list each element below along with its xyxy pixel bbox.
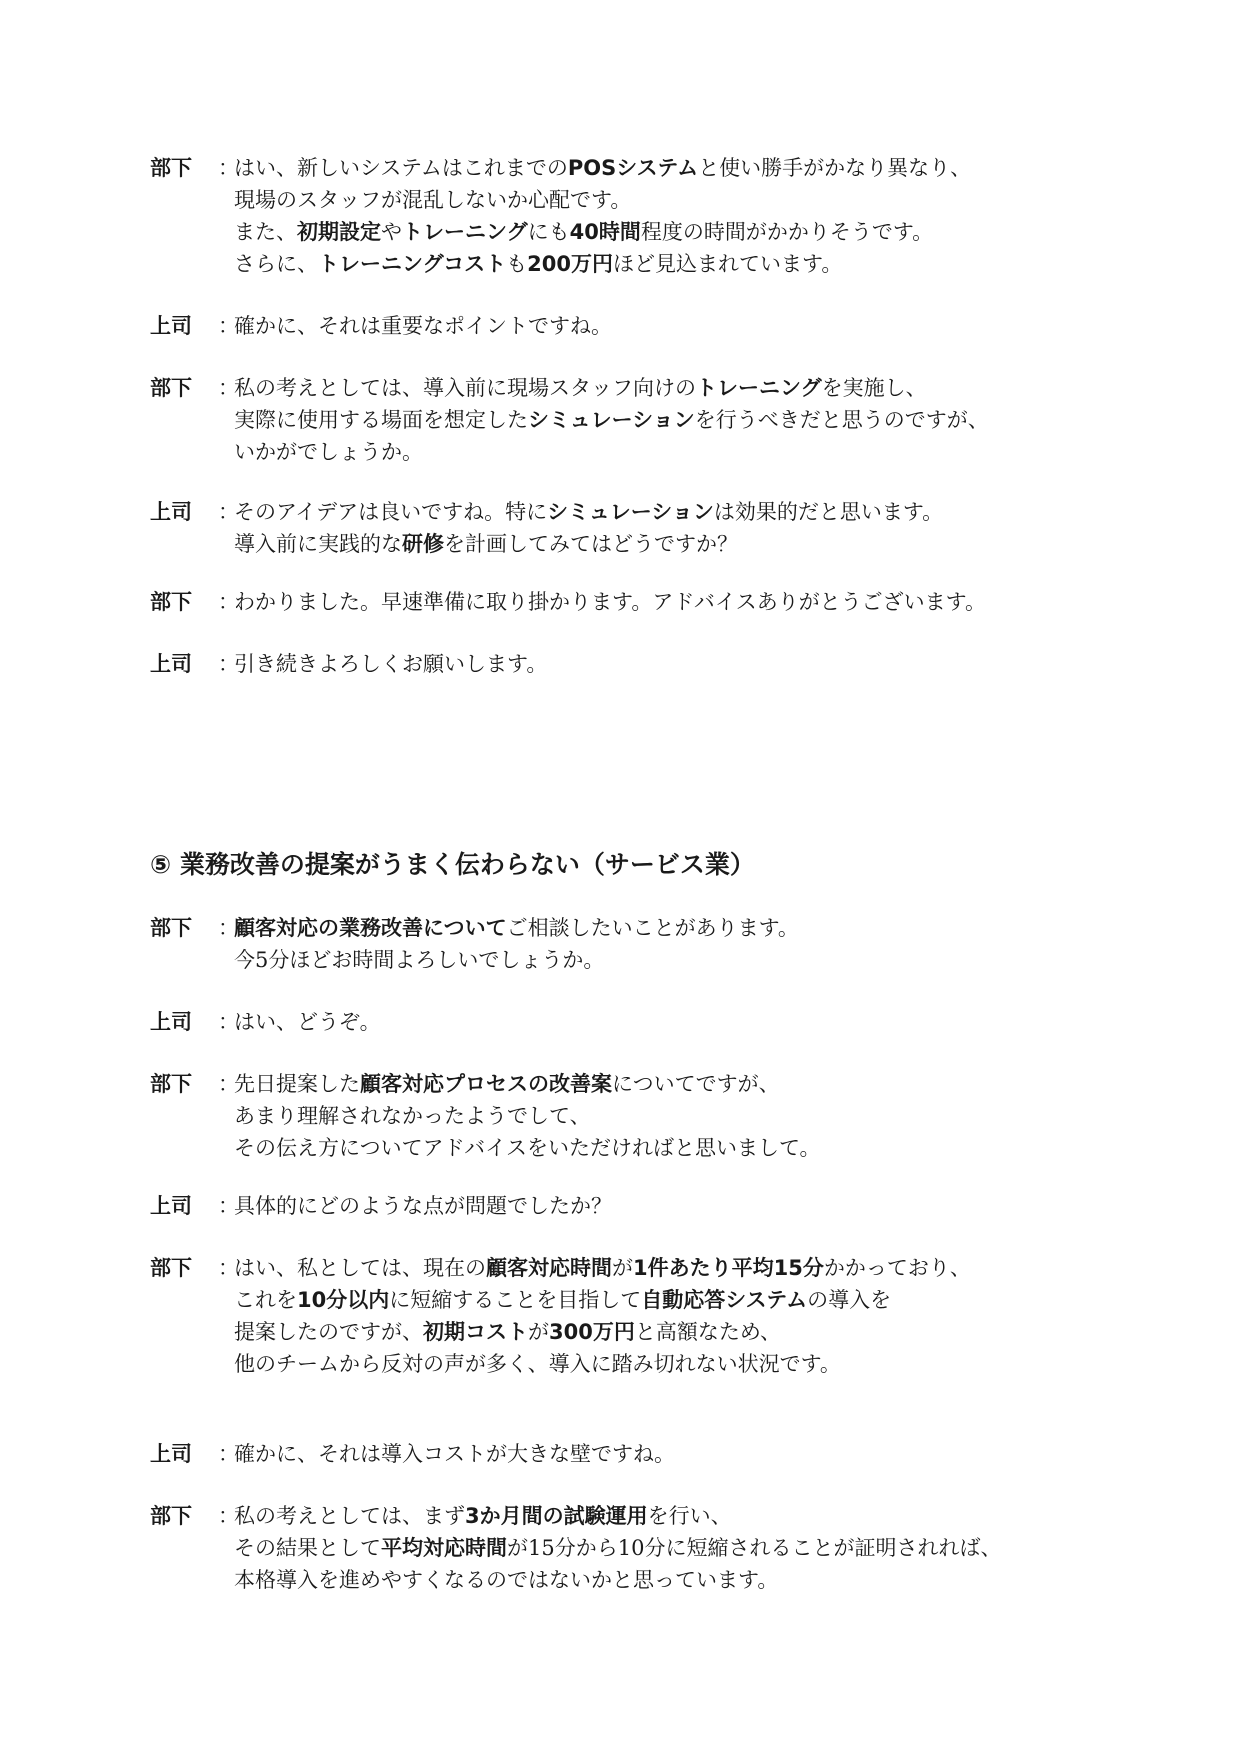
utterance-line	[234, 216, 971, 248]
plain-text: ほど見込まれています。	[613, 252, 843, 276]
plain-text: また、	[234, 220, 297, 244]
emphasis-text: 自動応答システム	[641, 1288, 808, 1312]
utterance-line	[234, 248, 971, 280]
dialogue-turn	[150, 1438, 675, 1470]
plain-text: が	[528, 1320, 549, 1344]
plain-text: の導入を	[807, 1288, 892, 1312]
dialogue-turn	[150, 372, 989, 468]
plain-text: いかがでしょうか。	[234, 440, 423, 464]
plain-text: 私の考えとしては、まず	[234, 1504, 465, 1528]
emphasis-text: トレーニング	[402, 220, 528, 244]
utterance	[234, 1190, 612, 1222]
speaker-label: 部下	[150, 1256, 192, 1280]
utterance-line	[234, 436, 989, 468]
plain-text: にも	[527, 220, 570, 244]
plain-text: 実際に使用する場面を想定した	[234, 408, 528, 432]
utterance-line	[234, 372, 989, 404]
plain-text: はい、私としては、現在の	[234, 1256, 486, 1280]
emphasis-text: 初期コスト	[423, 1320, 528, 1344]
utterance-line	[234, 1132, 821, 1164]
utterance-line	[234, 152, 971, 184]
utterance-line	[234, 912, 799, 944]
dialogue-turn	[150, 152, 971, 280]
utterance-line	[234, 1348, 971, 1380]
dialogue-turn	[150, 648, 547, 680]
plain-text: を行うべきだと思うのですが、	[694, 408, 989, 432]
speaker-colon: ：	[218, 652, 239, 676]
plain-text: 本格導入を進めやすくなるのではないかと思っています。	[234, 1568, 779, 1592]
utterance-line	[234, 404, 989, 436]
plain-text: 今5分ほどお時間よろしいでしょうか。	[234, 948, 605, 972]
dialogue-turn	[150, 1252, 971, 1380]
utterance	[234, 1006, 381, 1038]
speaker-label: 部下	[150, 376, 192, 400]
utterance	[234, 912, 799, 976]
emphasis-text: 1件あたり平均15分	[633, 1256, 824, 1280]
plain-text: についてですが、	[612, 1072, 780, 1096]
plain-text: はい、新しいシステムはこれまでの	[234, 156, 568, 180]
emphasis-text: 40時間	[569, 220, 641, 244]
utterance	[234, 372, 989, 468]
plain-text: ご相談したいことがあります。	[506, 916, 799, 940]
plain-text: はい、どうぞ。	[234, 1010, 381, 1034]
dialogue-turn	[150, 586, 986, 618]
plain-text: さらに、	[234, 252, 318, 276]
speaker-label: 部下	[150, 156, 192, 180]
speaker-label: 上司	[150, 500, 192, 524]
emphasis-text: 研修	[402, 532, 444, 556]
plain-text: 具体的にどのような点が問題でしたか？	[234, 1194, 612, 1218]
utterance	[234, 152, 971, 280]
plain-text: 確かに、それは重要なポイントですね。	[234, 314, 612, 338]
plain-text: を行い、	[647, 1504, 732, 1528]
plain-text: も	[506, 252, 528, 276]
utterance	[234, 496, 943, 560]
speaker-colon: ：	[218, 916, 239, 940]
emphasis-text: シミュレーション	[547, 500, 714, 524]
speaker-label: 部下	[150, 1072, 192, 1096]
emphasis-text: 3か月間の試験運用	[465, 1504, 648, 1528]
speaker-colon: ：	[218, 1010, 239, 1034]
utterance-line	[234, 586, 986, 618]
utterance-line	[234, 310, 612, 342]
speaker-colon: ：	[218, 500, 239, 524]
utterance-line	[234, 1500, 1001, 1532]
utterance	[234, 310, 612, 342]
plain-text: これを	[234, 1288, 297, 1312]
speaker-label: 上司	[150, 1010, 192, 1034]
dialogue-turn	[150, 912, 799, 976]
utterance-line	[234, 528, 943, 560]
plain-text: 導入前に実践的な	[234, 532, 402, 556]
utterance-line	[234, 1284, 971, 1316]
utterance	[234, 1438, 675, 1470]
plain-text: 私の考えとしては、導入前に現場スタッフ向けの	[234, 376, 696, 400]
plain-text: を実施し、	[821, 376, 927, 400]
plain-text: を計画してみてはどうですか？	[444, 532, 738, 556]
utterance-line	[234, 1316, 971, 1348]
speaker-label: 上司	[150, 652, 192, 676]
dialogue-turn	[150, 310, 612, 342]
section-heading: ⑤ 業務改善の提案がうまく伝わらない（サービス業）	[150, 850, 755, 879]
emphasis-text: トレーニング	[696, 376, 822, 400]
plain-text: に短縮することを目指して	[389, 1288, 642, 1312]
utterance-line	[234, 1252, 971, 1284]
plain-text: あまり理解されなかったようでして、	[234, 1104, 591, 1128]
utterance-line	[234, 184, 971, 216]
speaker-colon: ：	[218, 590, 239, 614]
plain-text: わかりました。早速準備に取り掛かります。アドバイスありがとうございます。	[234, 590, 987, 614]
emphasis-text: 顧客対応時間	[486, 1256, 612, 1280]
utterance	[234, 1068, 821, 1164]
dialogue-turn	[150, 1190, 612, 1222]
plain-text: が15分から10分に短縮されることが証明されれば、	[507, 1536, 1002, 1560]
plain-text: その伝え方についてアドバイスをいただければと思いまして。	[234, 1136, 821, 1160]
emphasis-text: POSシステム	[567, 156, 699, 180]
speaker-colon: ：	[218, 1072, 239, 1096]
speaker-colon: ：	[218, 1194, 239, 1218]
plain-text: そのアイデアは良いですね。特に	[234, 500, 548, 524]
utterance-line	[234, 1190, 612, 1222]
speaker-label: 上司	[150, 1442, 192, 1466]
dialogue-turn	[150, 1006, 381, 1038]
utterance-line	[234, 1068, 821, 1100]
utterance	[234, 648, 547, 680]
plain-text: かかっており、	[823, 1256, 971, 1280]
plain-text: 確かに、それは導入コストが大きな壁ですね。	[234, 1442, 675, 1466]
speaker-label: 部下	[150, 590, 192, 614]
plain-text: 他のチームから反対の声が多く、導入に踏み切れない状況です。	[234, 1352, 841, 1376]
speaker-label: 上司	[150, 314, 192, 338]
plain-text: 先日提案した	[234, 1072, 360, 1096]
emphasis-text: トレーニングコスト	[318, 252, 507, 276]
emphasis-text: 初期設定	[297, 220, 381, 244]
plain-text: 程度の時間がかかりそうです。	[640, 220, 934, 244]
utterance	[234, 1252, 971, 1380]
plain-text: が	[612, 1256, 633, 1280]
speaker-colon: ：	[218, 314, 239, 338]
dialogue-turn	[150, 1068, 821, 1164]
plain-text: 現場のスタッフが混乱しないか心配です。	[234, 188, 632, 212]
plain-text: は効果的だと思います。	[713, 500, 944, 524]
emphasis-text: 顧客対応プロセスの改善案	[360, 1072, 612, 1096]
speaker-label: 部下	[150, 916, 192, 940]
utterance-line	[234, 1532, 1001, 1564]
utterance	[234, 586, 986, 618]
emphasis-text: 300万円	[549, 1320, 635, 1344]
emphasis-text: 200万円	[527, 252, 614, 276]
utterance	[234, 1500, 1001, 1596]
dialogue-turn	[150, 1500, 1001, 1596]
plain-text: 提案したのですが、	[234, 1320, 423, 1344]
emphasis-text: シミュレーション	[528, 408, 695, 432]
utterance-line	[234, 1438, 675, 1470]
speaker-colon: ：	[218, 156, 239, 180]
speaker-colon: ：	[218, 376, 239, 400]
utterance-line	[234, 1564, 1001, 1596]
speaker-colon: ：	[218, 1442, 239, 1466]
plain-text: や	[381, 220, 402, 244]
emphasis-text: 顧客対応の業務改善について	[234, 916, 507, 940]
utterance-line	[234, 1006, 381, 1038]
speaker-colon: ：	[218, 1256, 239, 1280]
utterance-line	[234, 496, 943, 528]
speaker-colon: ：	[218, 1504, 239, 1528]
dialogue-turn	[150, 496, 943, 560]
emphasis-text: 10分以内	[297, 1288, 390, 1312]
speaker-label: 部下	[150, 1504, 192, 1528]
speaker-label: 上司	[150, 1194, 192, 1218]
plain-text: と高額なため、	[634, 1320, 782, 1344]
plain-text: 引き続きよろしくお願いします。	[234, 652, 548, 676]
emphasis-text: 平均対応時間	[381, 1536, 507, 1560]
plain-text: と使い勝手がかなり異なり、	[698, 156, 972, 180]
utterance-line	[234, 1100, 821, 1132]
utterance-line	[234, 648, 547, 680]
plain-text: その結果として	[234, 1536, 381, 1560]
utterance-line	[234, 944, 799, 976]
